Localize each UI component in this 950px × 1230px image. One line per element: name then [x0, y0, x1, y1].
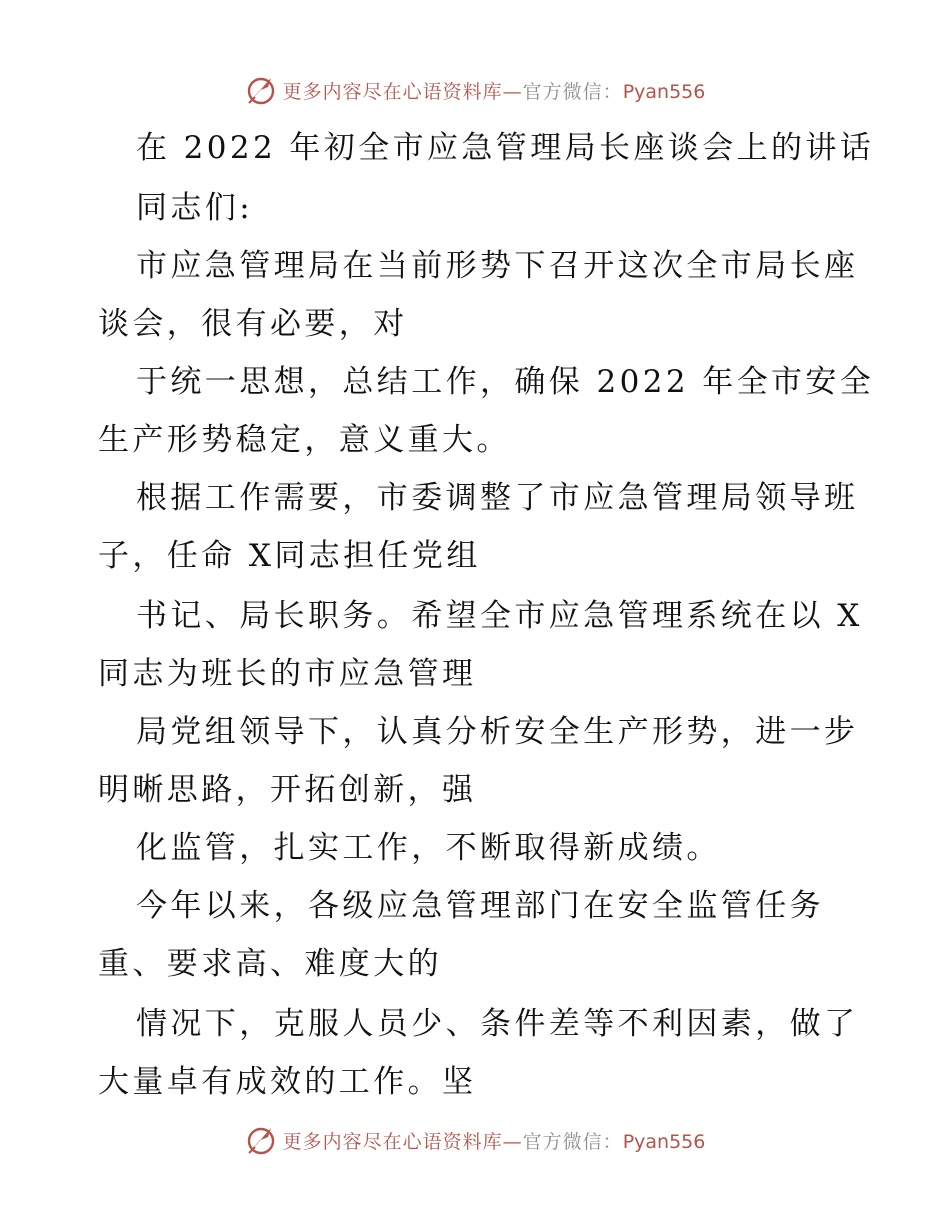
paragraph-line: 化监管，扎实工作，不断取得新成绩。	[136, 830, 721, 866]
document-title: 在 2022 年初全市应急管理局长座谈会上的讲话	[136, 130, 875, 166]
footer-watermark	[0, 1120, 950, 1160]
watermark-text: 更多内容尽在心语资料库	[282, 80, 503, 103]
paragraph-line: 明晰思路，开拓创新，强	[98, 772, 477, 808]
feather-circle-logo-icon	[245, 74, 277, 106]
paragraph-line: 同志为班长的市应急管理	[98, 656, 477, 692]
paragraph-line: 情况下，克服人员少、条件差等不利因素，做了	[136, 1006, 859, 1042]
paragraph-line: 重、要求高、难度大的	[98, 946, 442, 982]
paragraph-line: 局党组领导下，认真分析安全生产形势，进一步	[136, 714, 859, 750]
paragraph-line: 同志们:	[136, 190, 254, 226]
watermark-separator: —	[502, 80, 523, 103]
paragraph-line: 谈会，很有必要，对	[98, 306, 408, 342]
watermark-account: Pyan556	[622, 1130, 706, 1153]
watermark-wechat-label: 官方微信：	[522, 1130, 623, 1153]
header-watermark	[0, 70, 950, 110]
watermark-text: 更多内容尽在心语资料库	[282, 1130, 503, 1153]
paragraph-line: 市应急管理局在当前形势下召开这次全市局长座	[136, 248, 859, 284]
watermark-wechat-label: 官方微信：	[522, 80, 623, 103]
paragraph-line: 书记、局长职务。希望全市应急管理系统在以 X	[136, 598, 863, 634]
paragraph-line: 子，任命 X同志担任党组	[98, 538, 481, 574]
paragraph-line: 今年以来，各级应急管理部门在安全监管任务	[136, 888, 824, 924]
watermark-account: Pyan556	[622, 80, 706, 103]
paragraph-line: 大量卓有成效的工作。坚	[98, 1064, 477, 1100]
feather-circle-logo-icon	[245, 1124, 277, 1156]
paragraph-line: 生产形势稳定，意义重大。	[98, 422, 511, 458]
paragraph-line: 根据工作需要，市委调整了市应急管理局领导班	[136, 480, 859, 516]
paragraph-line: 于统一思想，总结工作，确保 2022 年全市安全	[136, 364, 875, 400]
watermark-separator: —	[502, 1130, 523, 1153]
